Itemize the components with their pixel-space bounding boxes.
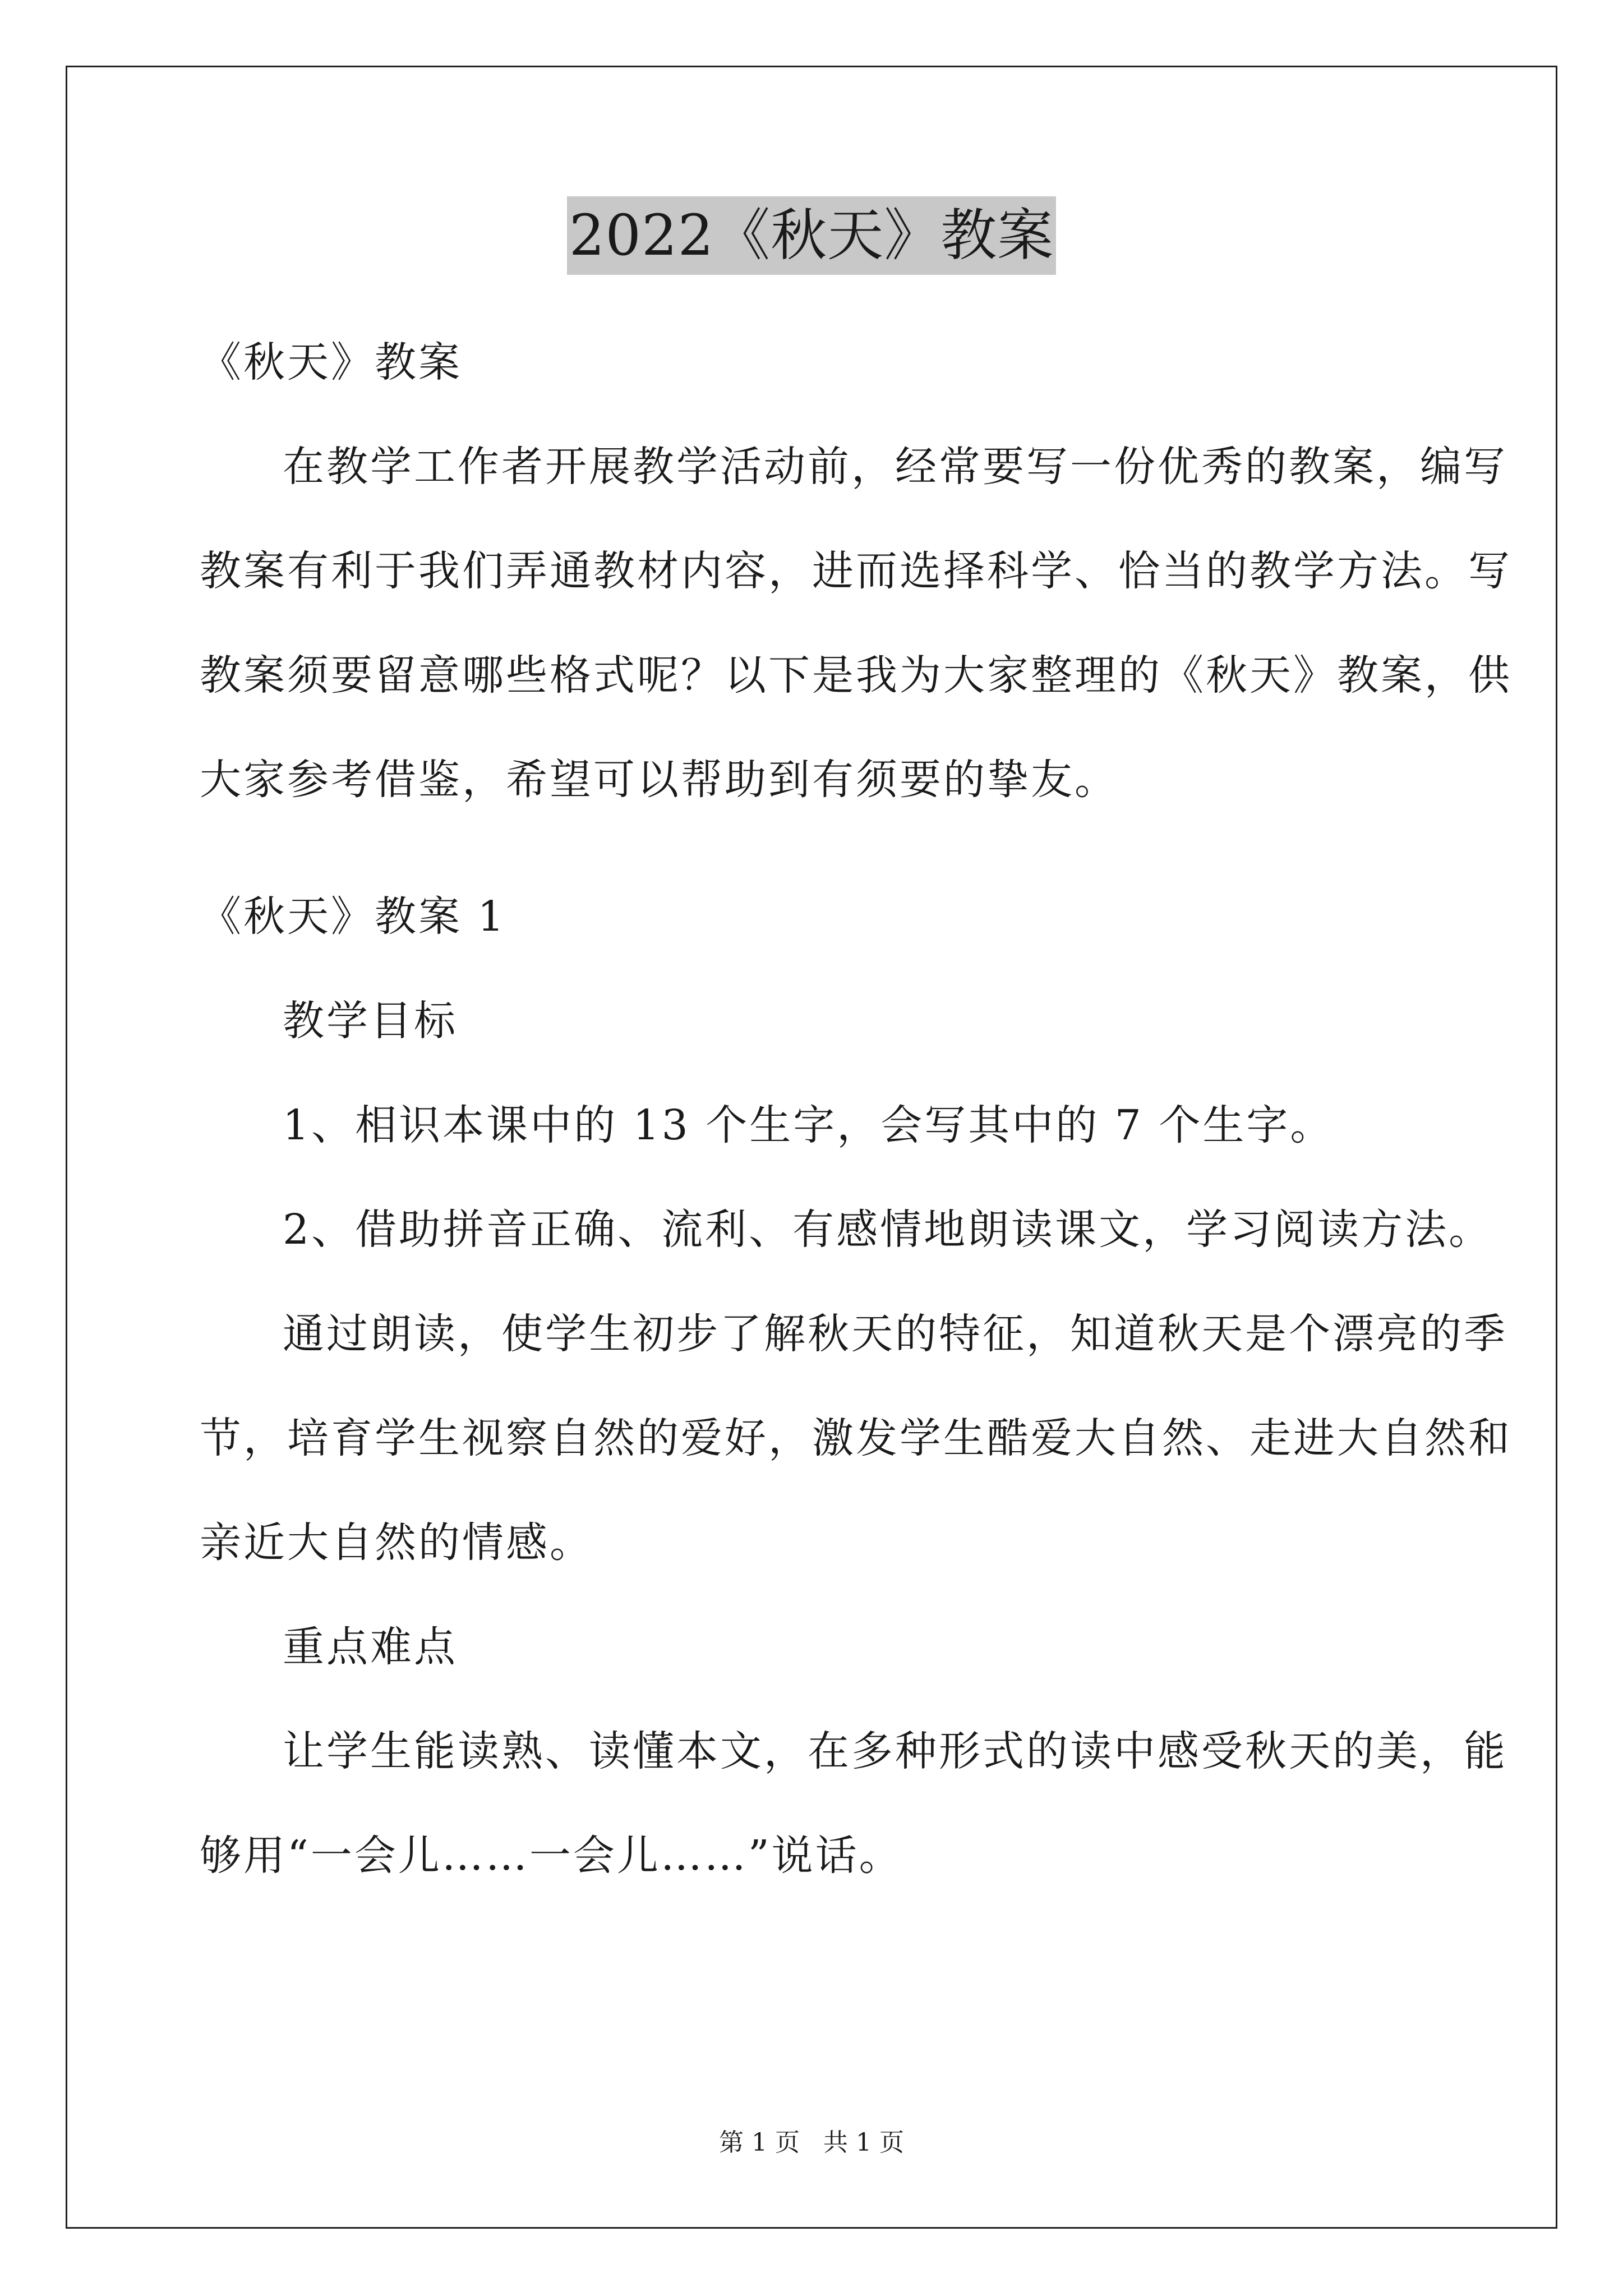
- paragraph-line: 2、借助拼音正确、流利、有感情地朗读课文，学习阅读方法。: [283, 1205, 1493, 1254]
- paragraph-line: 亲近大自然的情感。: [200, 1519, 593, 1567]
- paragraph-line: 大家参考借鉴，希望可以帮助到有须要的挚友。: [200, 756, 1118, 804]
- document-title: 2022《秋天》教案: [567, 196, 1057, 275]
- paragraph-line: 够用“一会儿……一会儿……”说话。: [200, 1832, 903, 1880]
- paragraph-line: 节，培育学生视察自然的爱好，激发学生酷爱大自然、走进大自然和: [200, 1414, 1512, 1462]
- paragraph-line: 教案有利于我们弄通教材内容，进而选择科学、恰当的教学方法。写: [200, 547, 1512, 595]
- paragraph-line: 在教学工作者开展教学活动前，经常要写一份优秀的教案，编写: [283, 443, 1507, 491]
- document-body: [200, 337, 1512, 1934]
- section-heading: 《秋天》教案 1: [200, 892, 506, 941]
- paragraph-line: 让学生能读熟、读懂本文，在多种形式的读中感受秋天的美，能: [283, 1727, 1507, 1775]
- page-number: 第 1 页: [719, 2128, 800, 2157]
- subsection-heading: 重点难点: [283, 1623, 458, 1671]
- section-heading: 《秋天》教案: [200, 338, 462, 386]
- page-total: 共 1 页: [823, 2128, 904, 2157]
- paragraph-line: 通过朗读，使学生初步了解秋天的特征，知道秋天是个漂亮的季: [283, 1310, 1507, 1358]
- page-footer: [0, 2126, 1623, 2160]
- paragraph-line: 1、相识本课中的 13 个生字，会写其中的 7 个生字。: [283, 1101, 1334, 1149]
- title-container: [0, 196, 1623, 275]
- paragraph-line: 教案须要留意哪些格式呢？以下是我为大家整理的《秋天》教案，供: [200, 651, 1512, 700]
- subsection-heading: 教学目标: [283, 997, 458, 1045]
